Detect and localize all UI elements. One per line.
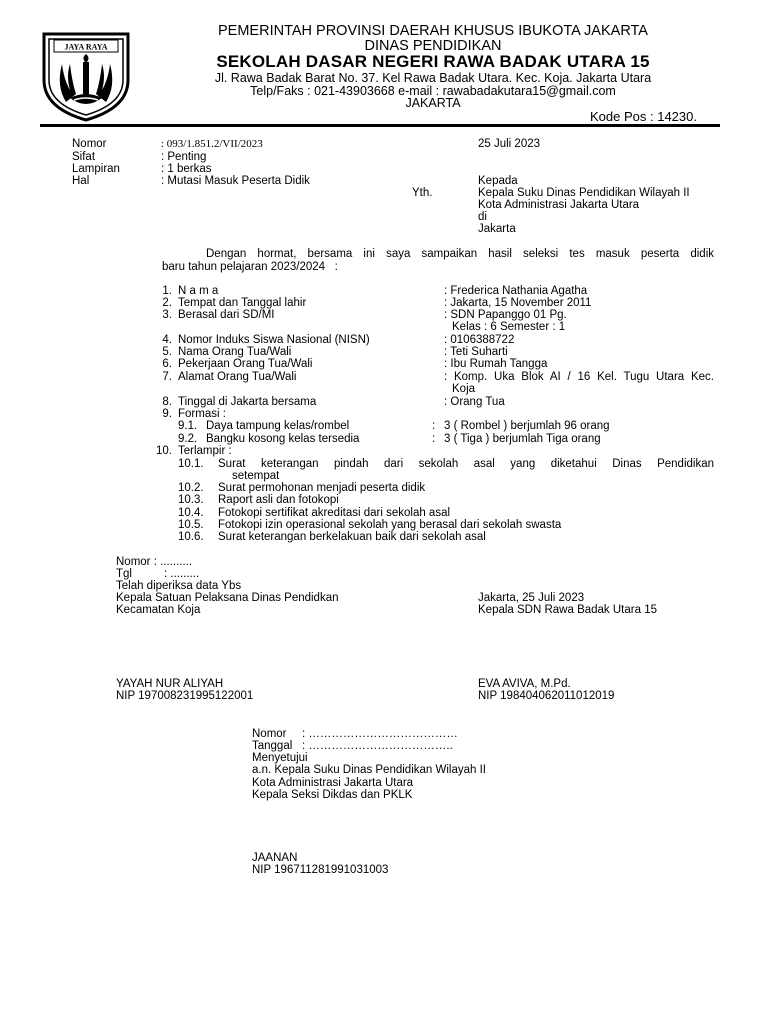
postal-code: Kode Pos : 14230. xyxy=(590,109,697,124)
meta-value: : Penting xyxy=(161,151,207,163)
formasi-label: Bangku kosong kelas tersedia xyxy=(206,433,360,445)
item-value: : Teti Suharti xyxy=(444,346,508,358)
recipient-line: Kota Administrasi Jakarta Utara xyxy=(478,199,640,211)
item-number: 2. xyxy=(162,297,172,309)
verify-signer-name: YAYAH NUR ALIYAH xyxy=(116,678,224,690)
letterhead-department: DINAS PENDIDIKAN xyxy=(364,38,502,54)
signer-name: EVA AVIVA, M.Pd. xyxy=(478,678,571,690)
item-number: 3. xyxy=(162,309,172,321)
item-number: 8. xyxy=(162,396,172,408)
attachment-number: 10.6. xyxy=(178,531,204,543)
formasi-label: Daya tampung kelas/rombel xyxy=(206,420,350,432)
signer-title: Kepala SDN Rawa Badak Utara 15 xyxy=(478,604,657,616)
formasi-value: 3 ( Rombel ) berjumlah 96 orang xyxy=(444,420,610,432)
item-value-cont: Kelas : 6 Semester : 1 xyxy=(452,321,566,333)
logo-text: JAYA RAYA xyxy=(64,42,108,52)
item-label: Terlampir : xyxy=(178,445,232,457)
formasi-number: 9.1. xyxy=(178,420,198,432)
item-label: Pekerjaan Orang Tua/Wali xyxy=(178,358,313,370)
item-number: 7. xyxy=(162,371,172,383)
item-value: : Jakarta, 15 November 2011 xyxy=(444,297,592,309)
item-label: Nomor Induks Siswa Nasional (NISN) xyxy=(178,334,370,346)
recipient-line: Kepala Suku Dinas Pendidikan Wilayah II xyxy=(478,187,690,199)
attachment-text: Raport asli dan fotokopi xyxy=(218,494,339,506)
letterhead-contact: Telp/Faks : 021-43903668 e-mail : rawabadakutara15@gmail.com xyxy=(250,84,616,98)
item-label: Alamat Orang Tua/Wali xyxy=(178,371,297,383)
approval-signer-name: JAANAN xyxy=(252,852,298,864)
item-number: 6. xyxy=(162,358,172,370)
attachment-text: Surat keterangan pindah dari sekolah asal yang diketahui Dinas Pendidikan xyxy=(218,458,714,470)
verify-nomor: Nomor : .......... xyxy=(116,556,193,568)
item-label: Berasal dari SD/MI xyxy=(178,309,275,321)
attachment-text-cont: setempat xyxy=(232,470,280,482)
item-number: 9. xyxy=(162,408,172,420)
verify-district: Kecamatan Koja xyxy=(116,604,201,616)
attachment-text: Surat permohonan menjadi peserta didik xyxy=(218,482,426,494)
item-value: : 0106388722 xyxy=(444,334,515,346)
formasi-number: 9.2. xyxy=(178,433,198,445)
meta-value: : 093/1.851.2/VII/2023 xyxy=(161,138,263,150)
signer-place-date: Jakarta, 25 Juli 2023 xyxy=(478,592,585,604)
item-number: 4. xyxy=(162,334,172,346)
item-label: Formasi : xyxy=(178,408,226,420)
approval-menyetujui: Menyetujui xyxy=(252,752,308,764)
attachment-number: 10.1. xyxy=(178,458,204,470)
attachment-text: Surat keterangan berkelakuan baik dari sekolah asal xyxy=(218,531,486,543)
signer-nip: NIP 198404062011012019 xyxy=(478,690,615,702)
recipient-line: Jakarta xyxy=(478,223,516,235)
attachment-text: Fotokopi izin operasional sekolah yang berasal dari sekolah swasta xyxy=(218,519,562,531)
formasi-value: 3 ( Tiga ) berjumlah Tiga orang xyxy=(444,433,601,445)
approval-nomor-label: Nomor xyxy=(252,728,287,740)
recipient-kepada: Kepada xyxy=(478,175,518,187)
item-label: Tempat dan Tanggal lahir xyxy=(178,297,307,309)
item-value: : SDN Papanggo 01 Pg. xyxy=(444,309,567,321)
letter-date: 25 Juli 2023 xyxy=(478,138,541,150)
verify-note: Telah diperiksa data Ybs xyxy=(116,580,242,592)
item-value: : Orang Tua xyxy=(444,396,505,408)
approval-on-behalf: a.n. Kepala Suku Dinas Pendidikan Wilayah II xyxy=(252,764,486,776)
item-value: : Ibu Rumah Tangga xyxy=(444,358,548,370)
formasi-colon: : xyxy=(432,420,436,432)
meta-label: Hal xyxy=(72,175,90,187)
opening-paragraph: Dengan hormat, bersama ini saya sampaikan hasil seleksi tes masuk peserta didik xyxy=(206,248,714,260)
opening-paragraph-cont: baru tahun pelajaran 2023/2024 : xyxy=(162,261,338,273)
meta-value: : 1 berkas xyxy=(161,163,212,175)
approval-signer-nip: NIP 196711281991031003 xyxy=(252,864,389,876)
item-number: 5. xyxy=(162,346,172,358)
approval-tanggal-label: Tanggal xyxy=(252,740,293,752)
attachment-text: Fotokopi sertifikat akreditasi dari sekolah asal xyxy=(218,507,451,519)
recipient-yth: Yth. xyxy=(412,187,433,199)
letterhead-address: Jl. Rawa Badak Barat No. 37. Kel Rawa Badak Utara. Kec. Koja. Jakarta Utara xyxy=(214,71,652,85)
verify-title: Kepala Satuan Pelaksana Dinas Pendidkan xyxy=(116,592,339,604)
letterhead-government: PEMERINTAH PROVINSI DAERAH KHUSUS IBUKOTA JAKARTA xyxy=(218,23,648,39)
item-label: Tinggal di Jakarta bersama xyxy=(178,396,317,408)
item-number: 1. xyxy=(162,285,172,297)
verify-tgl-value: : ......... xyxy=(164,568,200,580)
meta-label: Sifat xyxy=(72,151,96,163)
meta-label: Nomor xyxy=(72,138,107,150)
recipient-line: di xyxy=(478,211,487,223)
item-number: 10. xyxy=(156,445,172,457)
item-label: N a m a xyxy=(178,285,219,297)
meta-label: Lampiran xyxy=(72,163,120,175)
attachment-number: 10.2. xyxy=(178,482,204,494)
jaya-raya-emblem-icon xyxy=(40,30,132,122)
formasi-colon: : xyxy=(432,433,436,445)
item-value: : Komp. Uka Blok AI / 16 Kel. Tugu Utara Kec. xyxy=(444,371,714,383)
attachment-number: 10.5. xyxy=(178,519,204,531)
item-label: Nama Orang Tua/Wali xyxy=(178,346,292,358)
letterhead-city: JAKARTA xyxy=(405,96,461,110)
item-value-cont: Koja xyxy=(452,383,476,395)
meta-row-nomor xyxy=(72,138,372,151)
approval-nomor-value: : ………………………………… xyxy=(302,728,458,740)
approval-section: Kepala Seksi Dikdas dan PKLK xyxy=(252,789,413,801)
approval-tanggal-value: : ……………………………….. xyxy=(302,740,453,752)
approval-city: Kota Administrasi Jakarta Utara xyxy=(252,777,414,789)
item-value: : Frederica Nathania Agatha xyxy=(444,285,588,297)
letterhead-divider xyxy=(40,124,720,127)
attachment-number: 10.4. xyxy=(178,507,204,519)
meta-row-hal xyxy=(72,175,372,188)
meta-value: : Mutasi Masuk Peserta Didik xyxy=(161,175,310,187)
verify-tgl-label: Tgl xyxy=(116,568,132,580)
letterhead-school-name: SEKOLAH DASAR NEGERI RAWA BADAK UTARA 15 xyxy=(216,52,650,71)
attachment-number: 10.3. xyxy=(178,494,204,506)
verify-signer-nip: NIP 197008231995122001 xyxy=(116,690,254,702)
